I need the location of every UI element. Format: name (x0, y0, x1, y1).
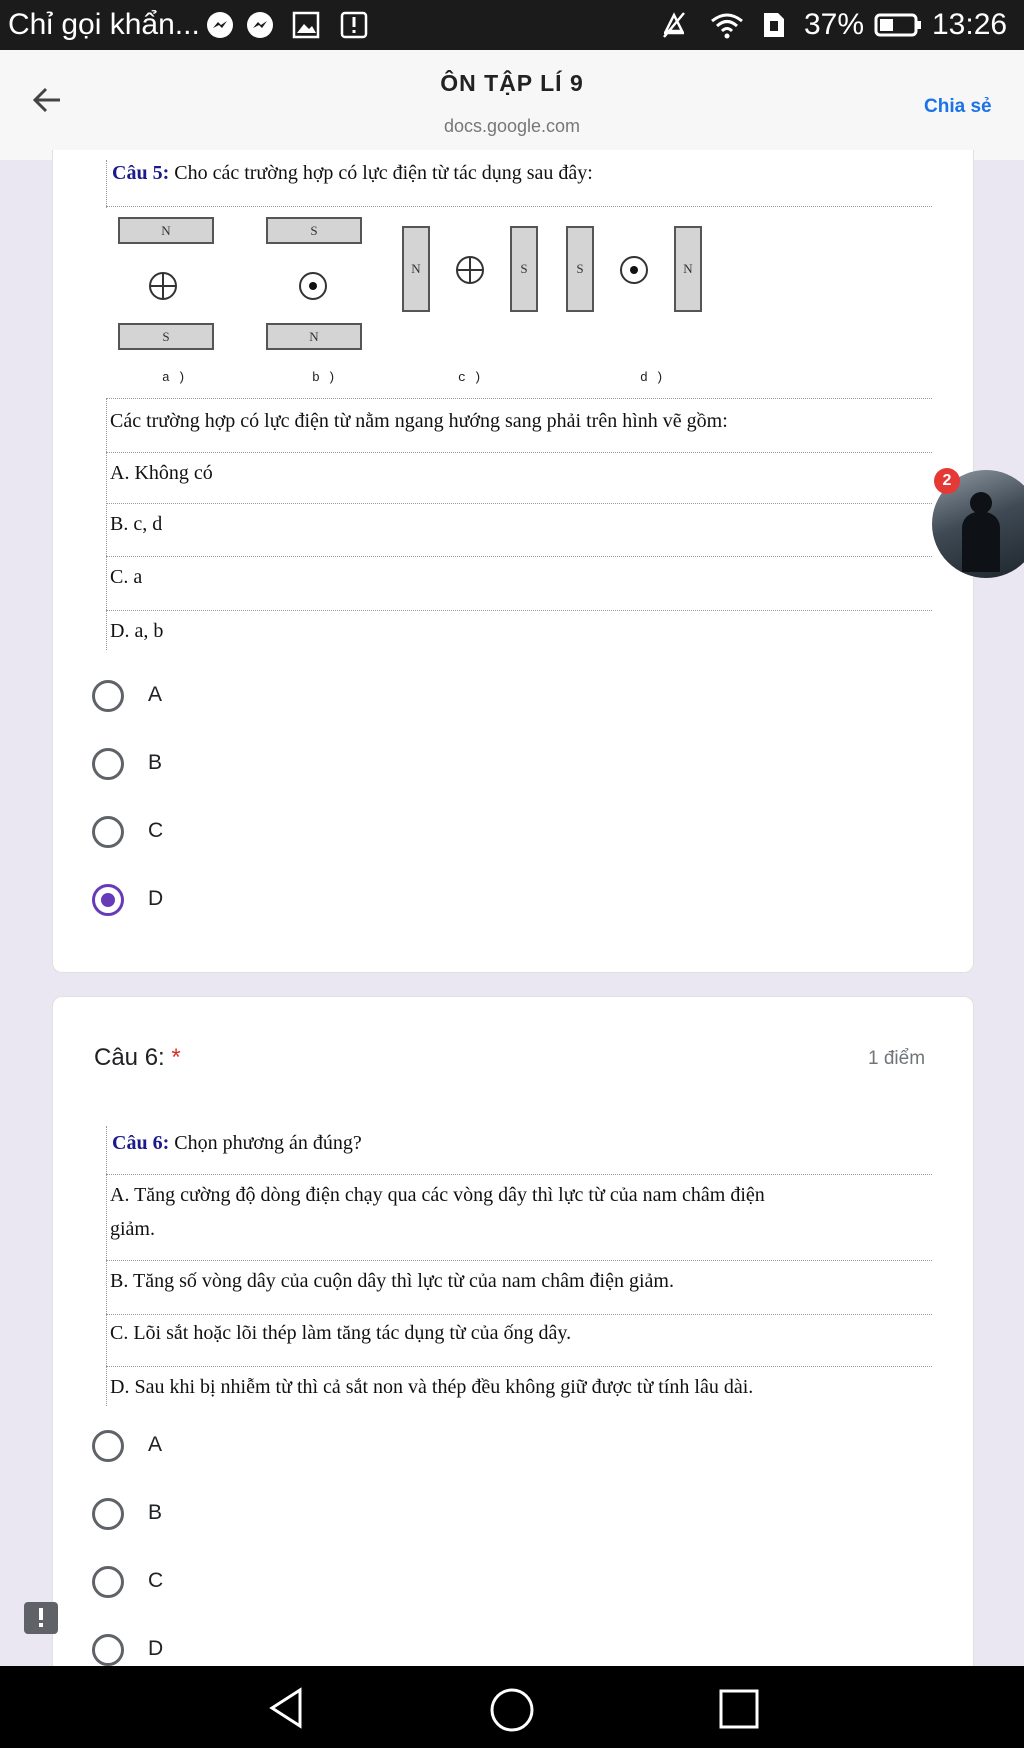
q6-choice-a-text-line1: A. Tăng cường độ dòng điện chạy qua các vòng dây thì lực từ của nam châm điện (110, 1184, 765, 1206)
question-6-points: 1 điểm (868, 1048, 926, 1069)
radio-button[interactable] (92, 816, 124, 848)
figure-label-a: a ) (162, 370, 186, 385)
table-border (106, 1174, 932, 1175)
q6-choice-b-text: B. Tăng số vòng dây của cuộn dây thì lực từ của nam châm điện giảm. (110, 1270, 674, 1292)
table-border (106, 160, 107, 208)
table-border (106, 1314, 932, 1315)
gallery-icon (292, 11, 320, 39)
current-out-of-page-icon (294, 267, 332, 305)
table-border (106, 452, 932, 453)
table-border (106, 503, 932, 504)
magnet-c-right: S (510, 226, 538, 312)
magnet-a-top: N (118, 217, 214, 244)
table-border (106, 610, 932, 611)
option-label: A (148, 1433, 163, 1456)
avatar-silhouette (970, 492, 992, 514)
radio-button[interactable] (92, 1430, 124, 1462)
option-label: C (148, 819, 164, 842)
q5-option-c[interactable] (92, 812, 292, 856)
current-into-page-icon (144, 267, 182, 305)
messenger-icon (206, 11, 234, 39)
question-6-label: Câu 6: (94, 1044, 165, 1071)
choice-c-text: C. a (110, 566, 143, 588)
figure-label-d: d ) (640, 370, 664, 385)
avatar-silhouette (962, 512, 1000, 572)
q6-option-a[interactable] (92, 1426, 292, 1470)
q5-option-a[interactable] (92, 676, 292, 720)
q5-option-b[interactable] (92, 744, 292, 788)
option-label: A (148, 683, 163, 706)
choice-d-text: D. a, b (110, 620, 164, 642)
magnet-figure (112, 214, 932, 392)
magnet-b-top: S (266, 217, 362, 244)
radio-button-selected[interactable] (92, 884, 124, 916)
q6-choice-a-text-line2: giảm. (110, 1218, 155, 1240)
system-nav-bar (0, 1666, 1024, 1748)
current-into-page-icon (451, 251, 489, 289)
question-6-number: Câu 6: (112, 1132, 170, 1154)
clock: 13:26 (932, 8, 1008, 41)
question-5-heading (112, 162, 593, 185)
figure-label-b: b ) (312, 370, 336, 385)
app-bar (0, 50, 1024, 160)
battery-percent: 37% (804, 8, 865, 41)
option-label: D (148, 887, 164, 910)
nav-back-icon[interactable] (264, 1686, 308, 1730)
question-6-text: Chọn phương án đúng? (169, 1132, 362, 1154)
page-domain: docs.google.com (443, 116, 581, 136)
option-label: B (148, 1501, 163, 1524)
sim-icon (760, 11, 788, 39)
nav-home-icon[interactable] (488, 1686, 536, 1734)
q5-option-d[interactable] (92, 880, 292, 924)
alert-icon (340, 11, 368, 39)
table-border (106, 398, 932, 399)
radio-button[interactable] (92, 1498, 124, 1530)
question-5-prompt: Các trường hợp có lực điện từ nằm ngang hướng sang phải trên hình vẽ gồm: (110, 410, 728, 432)
share-button[interactable]: Chia sẻ (924, 96, 992, 117)
table-border (106, 398, 107, 650)
table-border (106, 556, 932, 557)
messenger-icon (246, 11, 274, 39)
current-out-of-page-icon (615, 251, 653, 289)
question-6-heading (112, 1132, 362, 1155)
mute-icon (660, 11, 688, 39)
option-label: D (148, 1637, 164, 1660)
table-border (106, 1126, 107, 1406)
question-5-text: Cho các trường hợp có lực điện từ tác dụng sau đây: (169, 162, 593, 184)
table-border (106, 1260, 932, 1261)
wifi-icon (710, 11, 744, 39)
q6-option-b[interactable] (92, 1494, 292, 1538)
q6-choice-d-text: D. Sau khi bị nhiễm từ thì cả sắt non và thép đều không giữ được từ tính lâu dài. (110, 1376, 754, 1398)
notification-badge: 2 (934, 468, 960, 494)
table-border (106, 1366, 932, 1367)
magnet-d-right: N (674, 226, 702, 312)
magnet-c-left: N (402, 226, 430, 312)
status-bar (0, 0, 1024, 50)
magnet-b-bottom: N (266, 323, 362, 350)
radio-button[interactable] (92, 1634, 124, 1666)
choice-b-text: B. c, d (110, 513, 163, 535)
nav-recents-icon[interactable] (718, 1688, 760, 1730)
magnet-a-bottom: S (118, 323, 214, 350)
question-5-number: Câu 5: (112, 162, 170, 184)
option-label: C (148, 1569, 164, 1592)
report-abuse-button[interactable] (24, 1602, 58, 1634)
page-title: ÔN TẬP LÍ 9 (440, 70, 584, 96)
figure-label-c: c ) (458, 370, 482, 385)
required-asterisk: * (171, 1044, 181, 1071)
radio-button[interactable] (92, 1566, 124, 1598)
radio-button[interactable] (92, 680, 124, 712)
question-6-title (94, 1044, 181, 1072)
radio-button[interactable] (92, 748, 124, 780)
magnet-d-left: S (566, 226, 594, 312)
choice-a-text: A. Không có (110, 462, 213, 484)
battery-icon (874, 11, 922, 39)
q6-choice-c-text: C. Lõi sắt hoặc lõi thép làm tăng tác dụng từ của ống dây. (110, 1322, 572, 1344)
notification-text: Chỉ gọi khẩn... (8, 8, 200, 41)
report-icon (24, 1602, 58, 1634)
table-border (106, 206, 932, 207)
q6-option-c[interactable] (92, 1562, 292, 1606)
option-label: B (148, 751, 163, 774)
